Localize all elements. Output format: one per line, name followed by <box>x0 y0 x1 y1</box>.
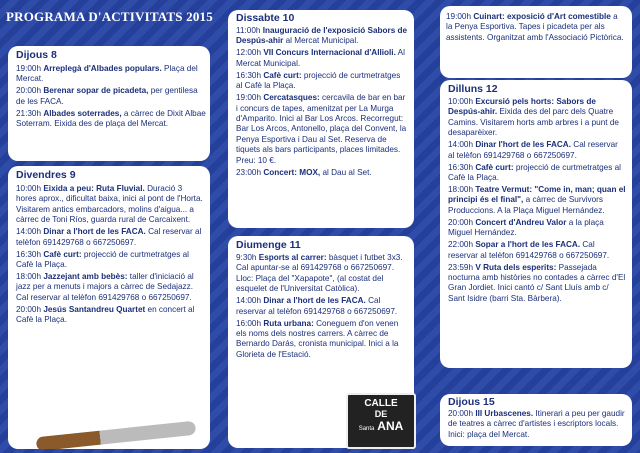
event-time: 21:30h <box>16 108 42 118</box>
day-title: Dijous 15 <box>448 396 495 408</box>
street-sign-line3: ANA <box>377 419 404 433</box>
event-title: Cafè curt: <box>43 249 82 259</box>
event-entry <box>16 184 204 226</box>
day-entries <box>448 409 628 442</box>
page-title: PROGRAMA D'ACTIVITATS 2015 <box>6 9 213 24</box>
event-title: Esports al carrer: <box>258 253 327 262</box>
event-title: Inauguració de l'exposició Sabors de Despús-ahir <box>236 26 408 46</box>
event-time: 20:00h <box>448 409 474 418</box>
event-entry <box>236 168 408 178</box>
event-body: en concert al Cafè la Plaça. <box>16 304 195 325</box>
event-body: Plaça del Mercat. <box>16 64 198 84</box>
event-entry <box>236 71 408 92</box>
street-sign-line1: CALLE <box>364 398 398 409</box>
day-entries <box>236 26 408 180</box>
street-sign <box>346 393 416 449</box>
event-title: Arreplegà d'Albades populars. <box>43 64 162 73</box>
panel-cuinart <box>440 6 632 78</box>
event-time: 22:00h <box>448 240 474 250</box>
event-body: Eixida des del parc dels Quatre Camins. Visitarem horts amb arbres i a punt de desaparèixer. <box>448 107 619 138</box>
event-entry <box>16 109 206 130</box>
event-title: Albades soterrades, <box>43 108 122 118</box>
event-title: Cafè curt: <box>475 162 514 172</box>
event-body: Cal reservar al telèfon 691429768 o 667250697. <box>448 140 618 160</box>
event-time: 20:00h <box>16 86 42 96</box>
event-time: 14:00h <box>16 227 42 237</box>
event-time: 20:00h <box>16 304 42 314</box>
event-entry <box>236 253 408 295</box>
event-body: projecció de curtmetratges al Cafè la Plaça. <box>448 162 621 183</box>
event-title: Concert: MOX, <box>263 167 321 177</box>
event-entry <box>236 26 408 47</box>
event-time: 23:59h <box>448 262 474 272</box>
event-entry <box>448 409 628 440</box>
event-body: Coneguem d'on venen els noms dels nostres carrers. A càrrec de Bernardo Darás, cronista municipal. Inici a la Glorieta de l'Estació. <box>236 318 399 359</box>
event-body: Duració 3 hores aprox., dificultat baixa, inici al pont de l'Horta. Visitarem antics embarcadors, molins d'aigua... a càrrec de Toni Ríos, guarda rural de Carcaixent. <box>16 184 203 225</box>
event-body: a la Penya Esportiva. Tapes i picadeta per als assistents. Organitzat amb l'Associació Pictòrica. <box>446 12 624 42</box>
event-title: Excursió pels horts: Sabors de Despús-ahir. <box>448 97 596 117</box>
event-title: Berenar sopar de picadeta, <box>43 86 149 96</box>
event-time: 9:30h <box>236 253 257 262</box>
event-time: 16:30h <box>448 162 474 172</box>
event-entry <box>16 86 206 107</box>
event-time: 16:30h <box>16 249 42 259</box>
day-title: Dilluns 12 <box>448 83 498 95</box>
event-body: Al Mercat Municipal. <box>236 48 405 68</box>
event-title: Teatre Vermut: "Come in, man; quan el principi és el final", <box>448 185 626 205</box>
event-body: Cal reservar al telèfon 691429768 o 667250697. <box>448 240 610 260</box>
event-title: VII Concurs Internacional d'Allioli. <box>263 48 396 58</box>
day-entries <box>448 97 626 306</box>
event-title: Cafè curt: <box>263 70 302 80</box>
event-entry <box>448 263 626 305</box>
street-sign-small: Santa <box>358 426 375 432</box>
event-title: Cuinart: exposició d'Art comestible <box>473 12 611 21</box>
event-entry <box>446 12 626 43</box>
event-time: 19:00h <box>16 64 42 73</box>
event-title: III Urbascenes. <box>475 409 534 418</box>
knife-photo <box>36 421 197 449</box>
day-entries <box>236 253 408 362</box>
event-title: Cercatasques: <box>263 93 320 103</box>
event-time: 18:00h <box>16 272 42 282</box>
panel-dijous-8 <box>8 46 210 161</box>
event-title: Eixida a peu: Ruta Fluvial. <box>43 184 145 193</box>
event-time: 18:00h <box>448 185 474 195</box>
day-entries <box>16 64 206 131</box>
event-entry <box>16 250 204 271</box>
event-body: cercavila de bar en bar i concurs de tapes, amenitzat per La Murga d'Amparito. Inici al Bar Los Arcos. Recorregut: Bar Los Arcos, Antonello, plaça del Convent, la Penya Esportiva i Dau al Set. Reserva de tiquets als bars participants, places limitades. Preu: 10 €. <box>236 93 407 165</box>
event-entry <box>448 97 626 139</box>
event-body: a la plaça Miguel Hernández. <box>448 217 604 238</box>
event-title: Ruta urbana: <box>263 318 314 328</box>
day-title: Diumenge 11 <box>236 239 301 251</box>
event-time: 20:00h <box>448 217 474 227</box>
day-title: Divendres 9 <box>16 169 76 181</box>
event-entry <box>16 227 204 248</box>
panel-dilluns-12 <box>440 80 632 368</box>
event-time: 23:00h <box>236 167 262 177</box>
day-title: Dissabte 10 <box>236 12 295 24</box>
event-body: Cal reservar al telèfon 691429768 o 667250697. <box>236 296 398 316</box>
event-time: 11:00h <box>236 26 261 35</box>
event-title: Jazzejant amb bebès: <box>43 272 128 282</box>
event-body: Itinerari a peu per gaudir de teatres a càrrec d'artistes i escriptors locals. Inici: plaça del Mercat. <box>448 409 625 439</box>
event-time: 10:00h <box>448 97 474 106</box>
day-entries <box>446 12 626 45</box>
event-entry <box>236 296 408 317</box>
day-entries <box>16 184 204 327</box>
event-entry <box>448 240 626 261</box>
event-body: Cal reservar al telèfon 691429768 o 667250697. <box>16 227 202 247</box>
event-title: Concert d'Andreu Valor <box>475 217 567 227</box>
event-entry <box>236 93 408 166</box>
event-entry <box>448 163 626 184</box>
event-time: 16:00h <box>236 318 262 328</box>
event-body: bàsquet i futbet 3x3. Cal apuntar-se al 691429768 o 667250697. Lloc: Plaça del "Xapapote", (al costat del esquelet de l'Universitat Catòlica). <box>236 253 403 294</box>
event-title: Dinar a l'hort de les FACA. <box>43 227 146 237</box>
event-body: projecció de curtmetratges al Cafè la Plaça. <box>16 249 189 270</box>
event-title: Dinar a l'hort de les FACA. <box>263 296 366 306</box>
event-body: al Mercat Municipal. <box>285 36 359 46</box>
event-entry <box>448 185 626 216</box>
event-body: projecció de curtmetratges al Cafè la Plaça. <box>236 70 401 91</box>
event-entry <box>16 272 204 303</box>
panel-dijous-15 <box>440 394 632 446</box>
event-time: 19:00h <box>236 93 262 103</box>
event-time: 12:00h <box>236 48 262 58</box>
event-title: Dinar l'hort de les FACA. <box>475 140 571 150</box>
event-title: Jesús Santandreu Quartet <box>43 304 146 314</box>
event-entry <box>236 48 408 69</box>
event-time: 16:30h <box>236 70 262 80</box>
event-title: Sopar a l'hort de les FACA. <box>475 240 581 250</box>
event-body: taller d'iniciació al jazz per a menuts i majors a càrrec de Sedajazz. Cal reservar al telèfon 691429768 o 667250697. <box>16 272 194 302</box>
event-time: 19:00h <box>446 12 472 21</box>
event-body: a càrrec de Dixit Albae Soterram. Eixida des de plaça del Mercat. <box>16 108 206 129</box>
event-time: 14:00h <box>236 296 262 306</box>
event-body: Passejada nocturna amb històries no contades a càrrec d'El Gran Jordiet. Inici cantó c/ Sant Lluís amb c/ Sant Isidre (barri Sta. Bàrbera). <box>448 262 626 303</box>
event-entry <box>16 305 204 326</box>
day-title: Dijous 8 <box>16 49 57 61</box>
street-sign-line2: DE <box>374 409 388 419</box>
event-body: a càrrec de Survivors Produccions. A la Plaça Miguel Hernández. <box>448 195 605 215</box>
event-title: V Ruta dels esperits: <box>475 262 557 272</box>
event-entry <box>448 218 626 239</box>
event-entry <box>448 140 626 161</box>
event-body: per gentilesa de les FACA. <box>16 86 198 106</box>
event-body: al Dau al Set. <box>322 167 372 177</box>
event-time: 10:00h <box>16 184 42 193</box>
event-entry <box>236 319 408 361</box>
event-time: 14:00h <box>448 140 474 150</box>
panel-dissabte-10 <box>228 10 414 228</box>
panel-divendres-9 <box>8 166 210 449</box>
event-entry <box>16 64 206 85</box>
